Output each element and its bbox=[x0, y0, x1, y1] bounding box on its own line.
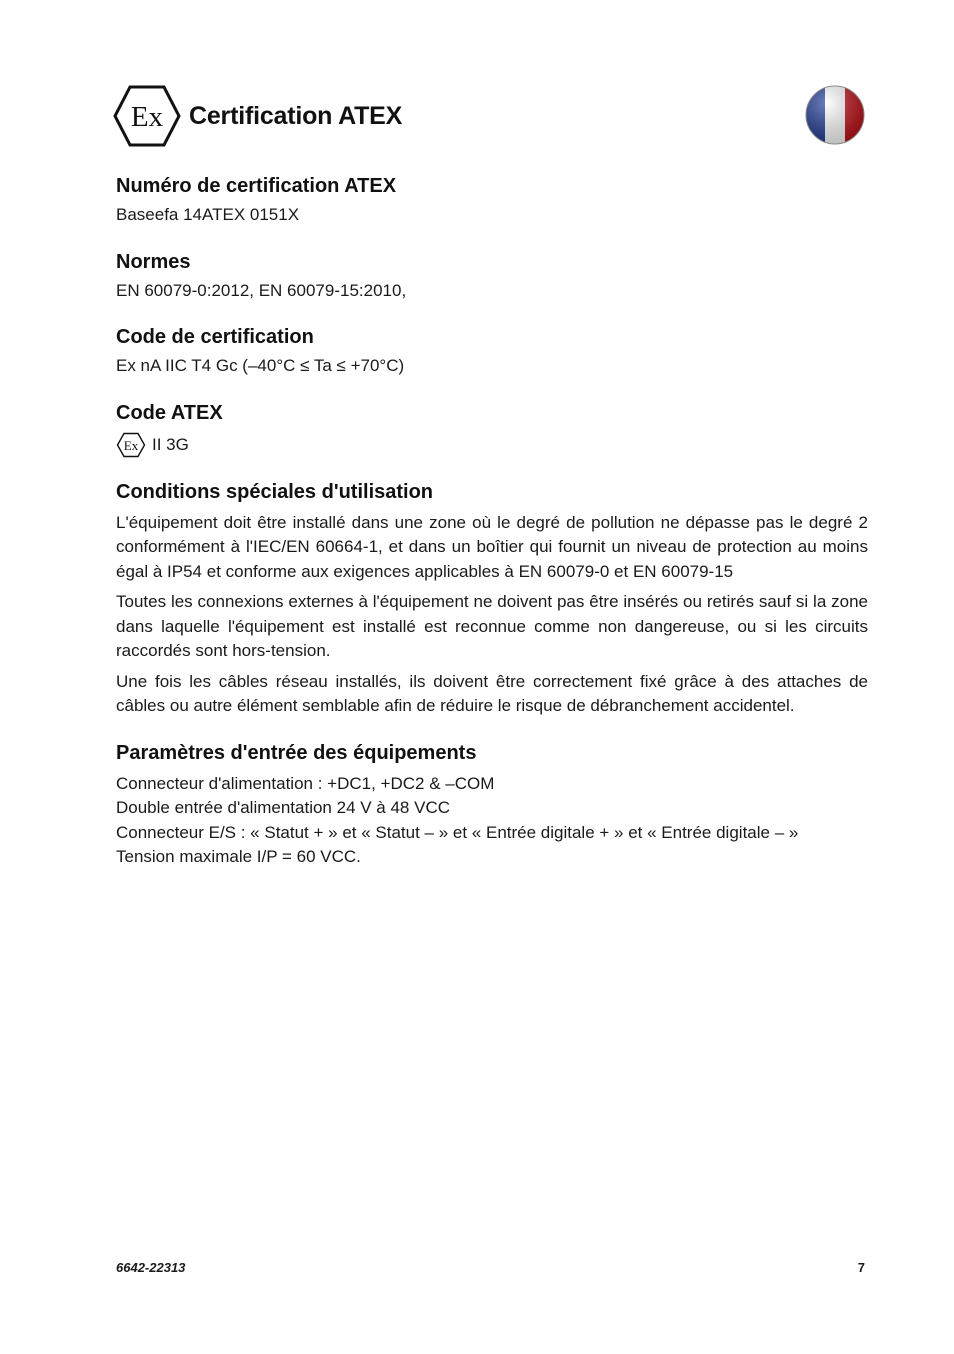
input-params-section bbox=[116, 739, 868, 870]
paragraph: Une fois les câbles réseau installés, ils doivent être correctement fixé grâce à des attaches de câbles ou autre élément semblable afin de réduire le risque de débranchement accidentel. bbox=[116, 671, 868, 715]
document-number: 6642-22313 bbox=[116, 1260, 186, 1275]
section-heading: Conditions spéciales d'utilisation bbox=[116, 480, 434, 503]
cert-code-value: Ex nA IIC T4 Gc (–40°C ≤ Ta ≤ +70°C) bbox=[116, 356, 405, 375]
ex-hexagon-small-icon bbox=[116, 432, 146, 458]
paragraph: Toutes les connexions externes à l'équipement ne doivent pas être insérés ou retirés sauf si la zone dans laquelle l'équipement est installé est reconnue comme non dangereuse, ou si les circuits raccordés sont hors-tension. bbox=[116, 592, 868, 660]
cert-number-section bbox=[116, 172, 868, 228]
page-number: 7 bbox=[857, 1260, 865, 1275]
section-heading: Numéro de certification ATEX bbox=[116, 175, 397, 197]
document-body bbox=[116, 172, 868, 890]
french-flag-icon bbox=[805, 85, 865, 145]
atex-code-value: II 3G bbox=[152, 434, 189, 454]
param-line: Connecteur E/S : « Statut + » et « Statut – » et « Entrée digitale + » et « Entrée digitale – » bbox=[116, 822, 799, 842]
cert-number-value: Baseefa 14ATEX 0151X bbox=[116, 205, 300, 224]
section-heading: Paramètres d'entrée des équipements bbox=[116, 741, 477, 764]
page-title: Certification ATEX bbox=[189, 101, 403, 130]
param-line: Double entrée d'alimentation 24 V à 48 VCC bbox=[116, 798, 451, 818]
atex-code-line bbox=[116, 432, 868, 458]
paragraph: L'équipement doit être installé dans une zone où le degré de pollution ne dépasse pas le degré 2 conformément à l'IEC/EN 60664-1, et dans un boîtier qui fournit un niveau de protection au moins égal à IP54 et conforme aux exigences applicables à EN 60079-0 et EN 60079-15 bbox=[116, 512, 868, 581]
section-heading: Normes bbox=[116, 250, 191, 273]
special-conditions-section bbox=[116, 478, 868, 719]
svg-text:Ex: Ex bbox=[123, 437, 139, 453]
standards-value: EN 60079-0:2012, EN 60079-15:2010, bbox=[116, 280, 407, 300]
ex-hexagon-icon bbox=[113, 85, 181, 147]
standards-section bbox=[116, 248, 868, 304]
section-heading: Code ATEX bbox=[116, 401, 223, 424]
param-line: Connecteur d'alimentation : +DC1, +DC2 & –COM bbox=[116, 773, 495, 793]
atex-code-section bbox=[116, 399, 868, 458]
cert-code-section bbox=[116, 323, 868, 379]
svg-text:Ex: Ex bbox=[130, 101, 164, 133]
section-heading: Code de certification bbox=[116, 326, 314, 348]
param-line: Tension maximale I/P = 60 VCC. bbox=[116, 847, 361, 867]
page-header bbox=[113, 85, 402, 147]
